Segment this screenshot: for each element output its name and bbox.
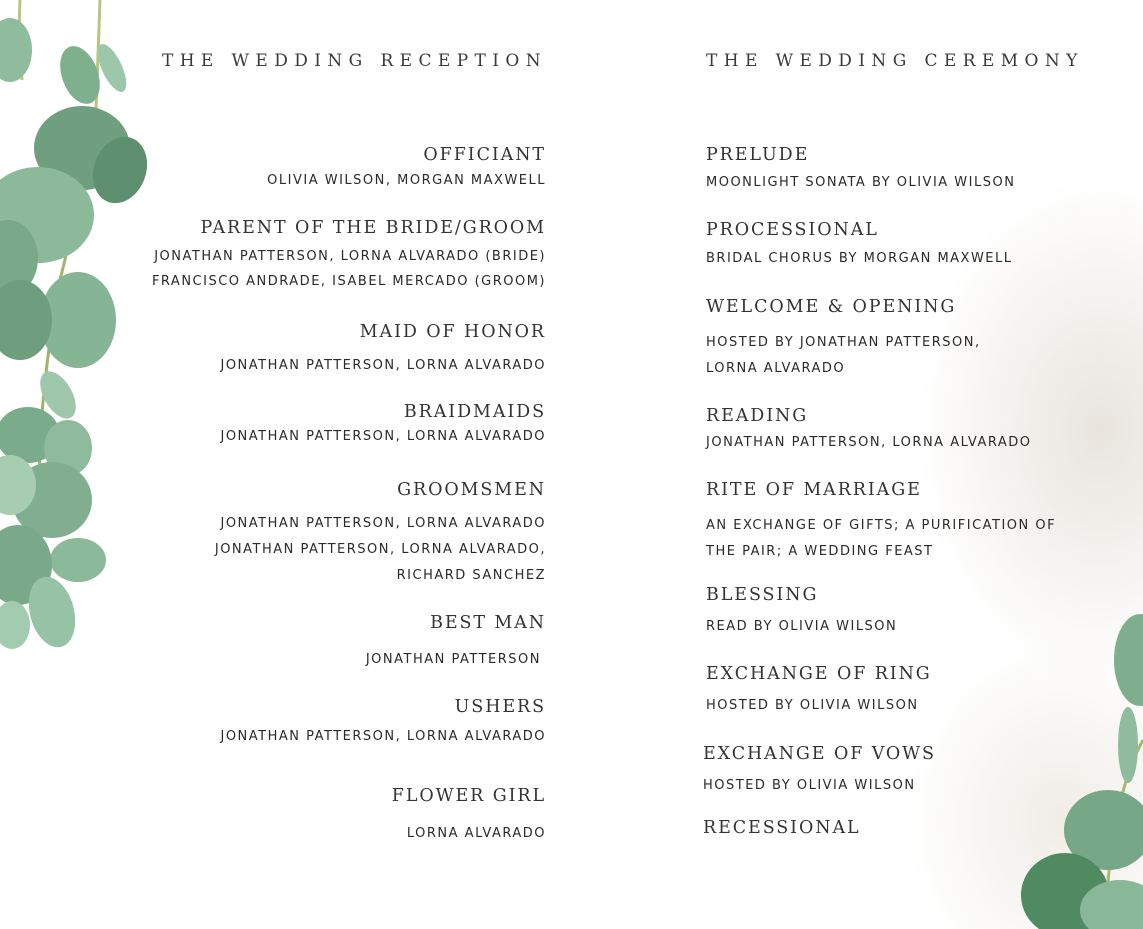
reception-entry-title: OFFICIANT [423,145,546,165]
ceremony-entry-title: PROCESSIONAL [706,220,879,240]
reception-entry-title: FLOWER GIRL [391,786,546,806]
reception-entry-title: MAID OF HONOR [359,322,546,342]
ceremony-entry-line: JONATHAN PATTERSON, LORNA ALVARADO [706,435,1032,450]
reception-entry-title: USHERS [454,697,546,717]
reception-entry-line: JONATHAN PATTERSON, LORNA ALVARADO [220,429,546,444]
ceremony-entry-line: BRIDAL CHORUS BY MORGAN MAXWELL [706,251,1013,266]
reception-entry-line: JONATHAN PATTERSON, LORNA ALVARADO (BRIDE) [154,249,546,264]
ceremony-entry-line: MOONLIGHT SONATA BY OLIVIA WILSON [706,175,1016,190]
reception-entry-line: FRANCISCO ANDRADE, ISABEL MERCADO (GROOM) [151,274,546,289]
ceremony-entry-title: BLESSING [706,585,819,605]
ceremony-heading: THE WEDDING CEREMONY [706,51,1084,71]
reception-entry-line: JONATHAN PATTERSON, LORNA ALVARADO, [214,542,546,557]
ceremony-entry-title: EXCHANGE OF RING [706,664,932,684]
ceremony-entry-line: HOSTED BY OLIVIA WILSON [706,698,919,713]
ceremony-entry-title: RITE OF MARRIAGE [706,480,922,500]
ceremony-entry-title: RECESSIONAL [703,818,861,838]
reception-entry-line: JONATHAN PATTERSON [365,652,541,667]
reception-entry-title: PARENT OF THE BRIDE/GROOM [200,218,546,238]
ceremony-entry-line: AN EXCHANGE OF GIFTS; A PURIFICATION OF [706,518,1057,533]
ceremony-entry-title: WELCOME & OPENING [706,297,957,317]
eucalyptus-left-decoration [0,0,160,660]
ceremony-entry-line: LORNA ALVARADO [706,361,846,376]
ceremony-entry-line: HOSTED BY OLIVIA WILSON [703,778,916,793]
ceremony-entry-line: HOSTED BY JONATHAN PATTERSON, [706,335,981,350]
ceremony-entry-title: READING [706,406,809,426]
reception-entry-line: JONATHAN PATTERSON, LORNA ALVARADO [220,516,546,531]
ceremony-entry-title: PRELUDE [706,145,810,165]
reception-entry-title: GROOMSMEN [397,480,546,500]
ceremony-entry-title: EXCHANGE OF VOWS [703,744,936,764]
reception-entry-line: LORNA ALVARADO [406,826,546,841]
ceremony-entry-line: READ BY OLIVIA WILSON [706,619,898,634]
reception-entry-line: OLIVIA WILSON, MORGAN MAXWELL [267,173,546,188]
reception-heading: THE WEDDING RECEPTION [161,51,547,71]
ceremony-entry-line: THE PAIR; A WEDDING FEAST [706,544,934,559]
reception-entry-line: JONATHAN PATTERSON, LORNA ALVARADO [220,358,546,373]
reception-entry-line: JONATHAN PATTERSON, LORNA ALVARADO [220,729,546,744]
reception-entry-line: RICHARD SANCHEZ [396,568,546,583]
reception-entry-title: BRAIDMAIDS [403,402,546,422]
reception-entry-title: BEST MAN [430,613,546,633]
